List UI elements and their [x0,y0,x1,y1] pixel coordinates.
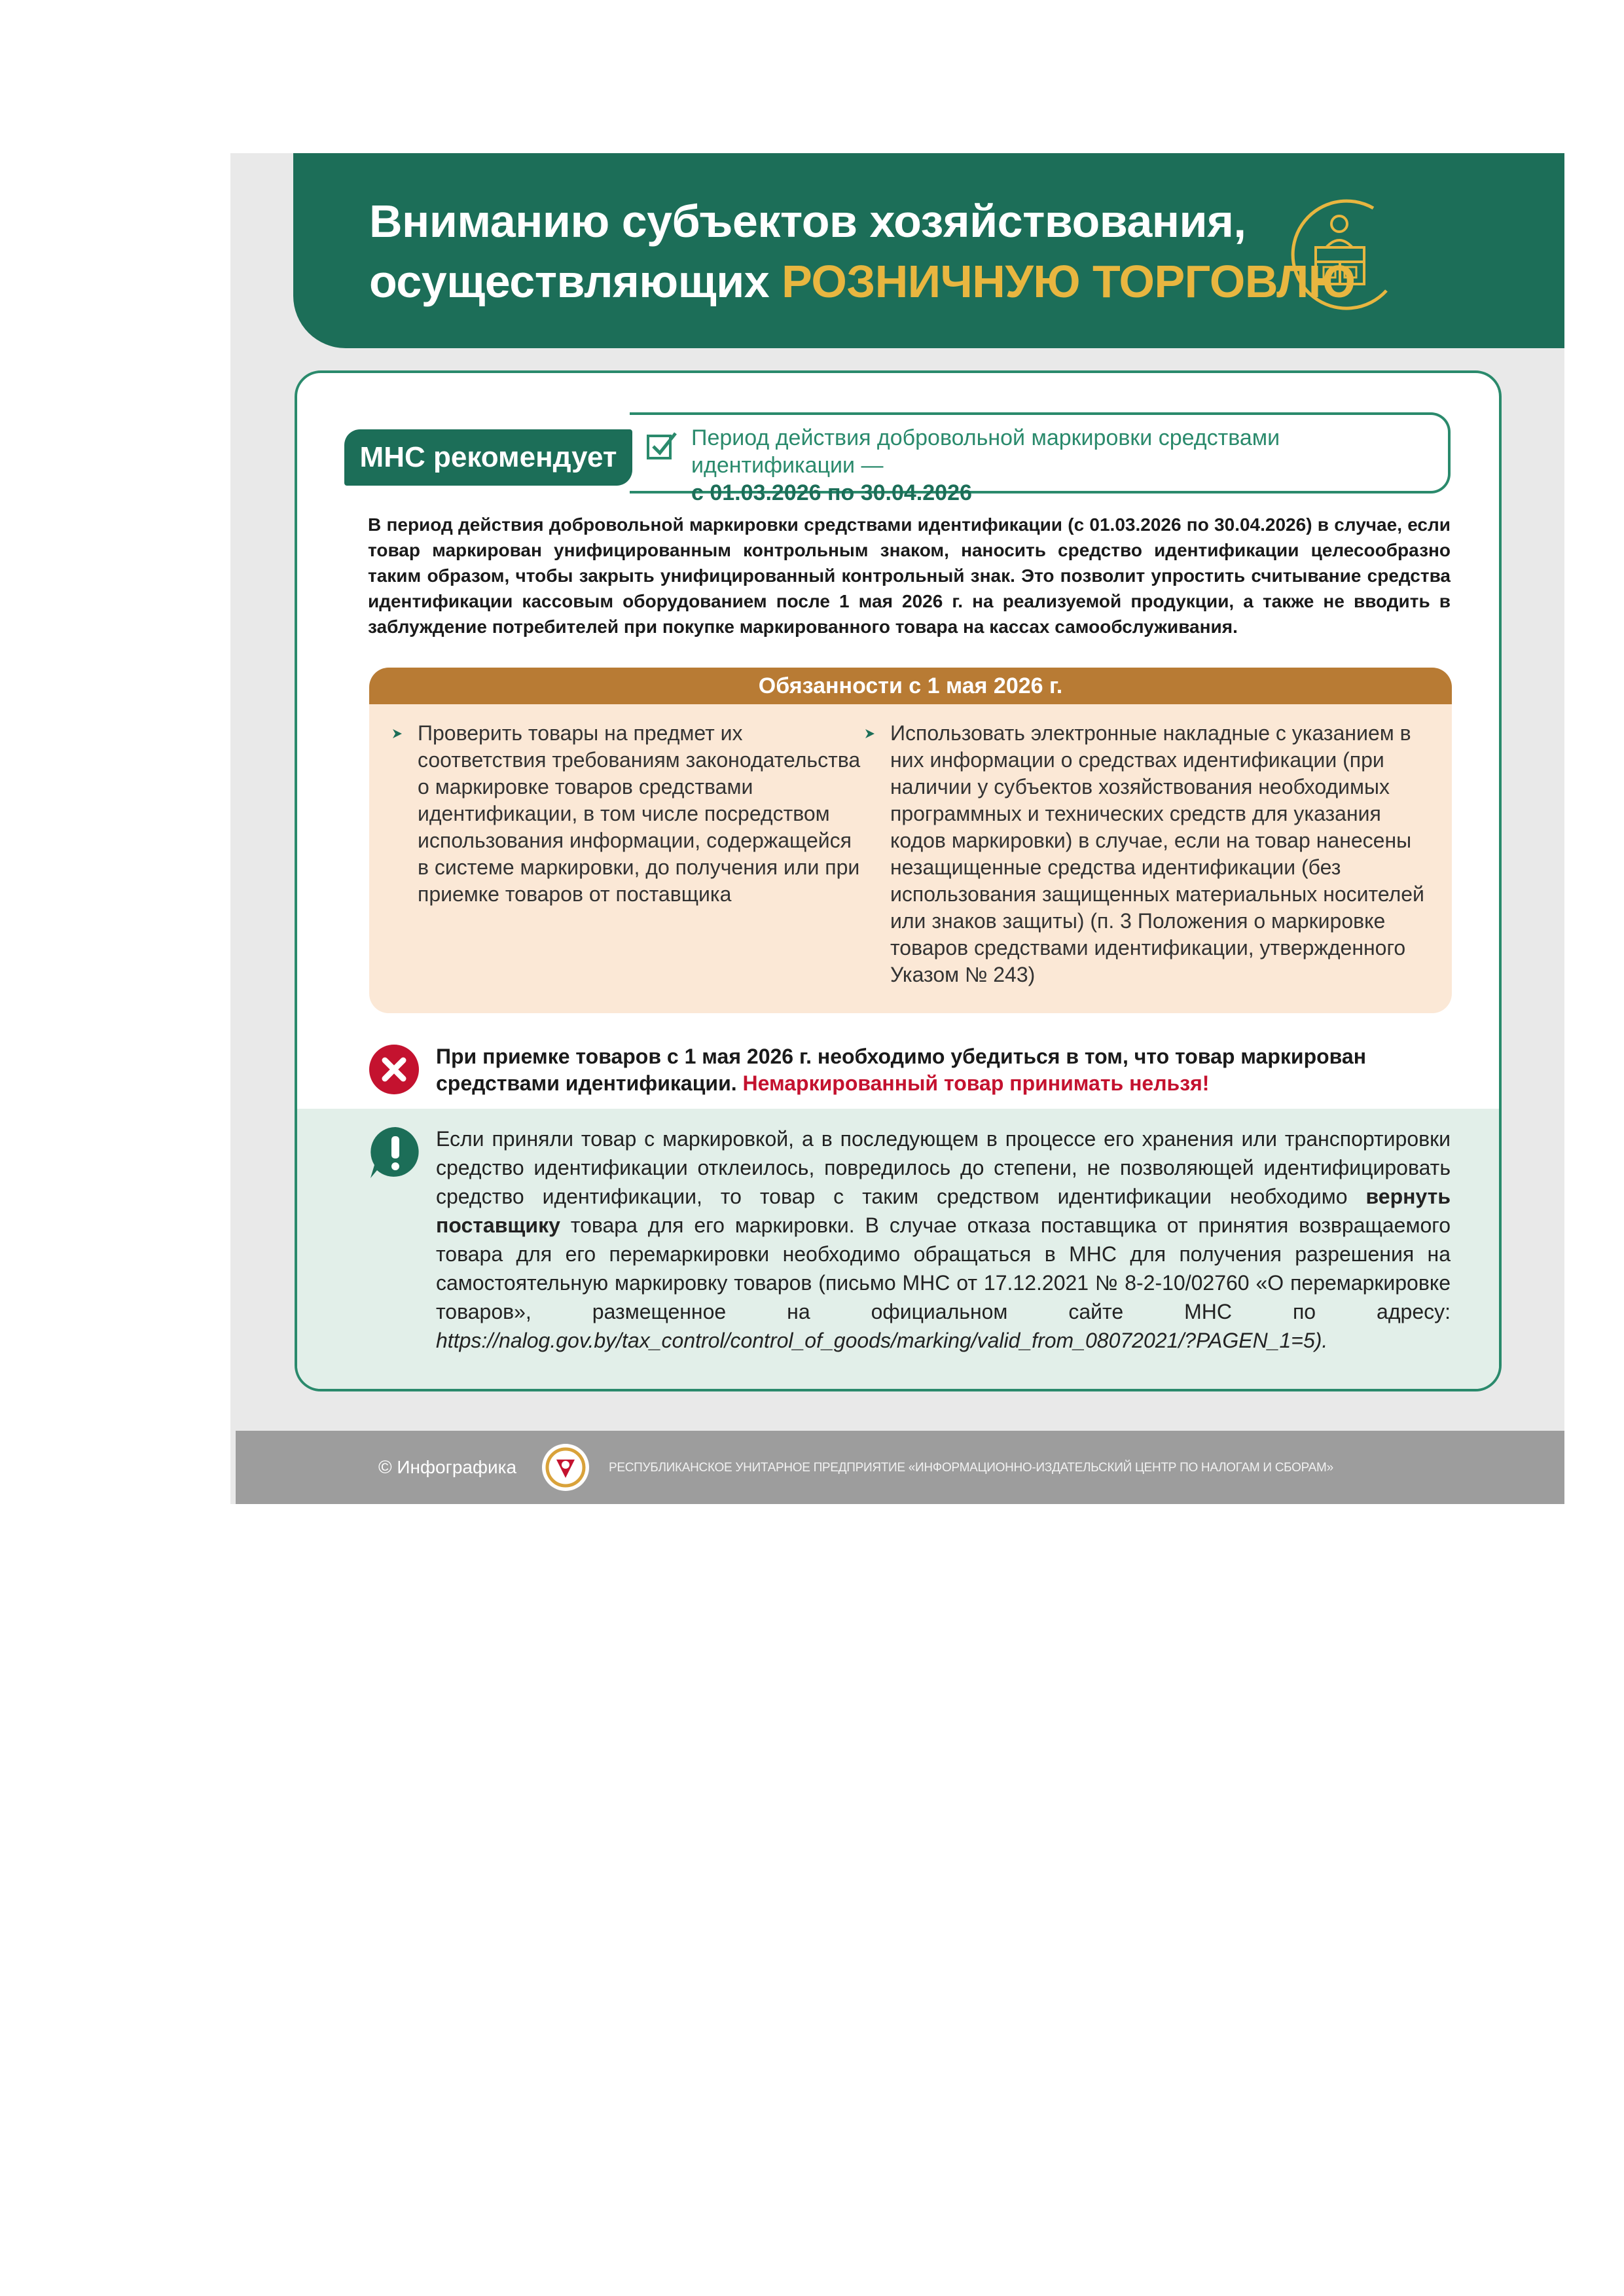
duty-item [391,720,863,908]
recommendation-period: Период действия добровольной маркировки средствами идентификации — [691,425,1280,478]
shop-seller-icon [1275,192,1413,317]
infographic [230,153,1564,1504]
note-part-1: Если приняли товар с маркировкой, а в последующем в процессе его хранения или транспортировки средство идентификации отклеилось, повредилось до степени, не позволяющей идентифицировать средство идентификации, то товар с таким средством идентификации необходимо [436,1127,1451,1208]
title-line-1: Вниманию субъектов хозяйствования, [369,196,1246,247]
title-accent: РОЗНИЧНУЮ ТОРГОВЛЮ [782,256,1356,307]
note-text [436,1124,1451,1355]
footer-publisher: РЕСПУБЛИКАНСКОЕ УНИТАРНОЕ ПРЕДПРИЯТИЕ «ИНФОРМАЦИОННО-ИЗДАТЕЛЬСКИЙ ЦЕНТР ПО НАЛОГАМ И СБОРАМ» [609,1461,1333,1475]
note-bold: вернуть поставщику [436,1185,1451,1237]
note-panel [297,1109,1502,1391]
intro-paragraph: В период действия добровольной маркировки средствами идентификации (с 01.03.2026 по 30.04.2026) в случае, если товар маркирован унифицированным контрольным знаком, наносить средство идентификации целесообразно таким образом, чтобы закрыть унифицированный контрольный знак. Это позволит упростить считывание средства идентификации кассовым оборудованием после 1 мая 2026 г. на реализуемой продукции, а также не вводить в заблуждение потребителей при покупке маркированного товара на кассах самообслуживания. [368,514,1451,637]
recommendation-badge: МНС рекомендует [344,429,632,486]
recommendation-dates: с 01.03.2026 по 30.04.2026 [691,480,972,505]
page-title [369,191,1355,312]
duty-text: Использовать электронные накладные с указанием в них информации о средствах идентификации (при наличии у субъектов хозяйствования необходимых программных и технических средств для указания кодов маркировки) в случае, если на товар нанесены незащищенные средства идентификации (без использования защищенных материальных носителей или знаков защиты) (п. 3 Положения о маркировке товаров средствами идентификации, утвержденного Указом № 243) [890,721,1424,986]
cross-circle-icon [368,1043,420,1096]
footer-copyright: © Инфографика [378,1457,517,1477]
warning-highlight: Немаркированный товар принимать нельзя! [742,1071,1210,1095]
note-part-2: товара для его маркировки. В случае отказа поставщика от принятия возвращаемого товара для его перемаркировки необходимо обращаться в МНС для получения разрешения на самостоятельную маркировку товаров (письмо МНС от 17.12.2021 № 8-2-10/02760 «О перемаркировке товаров», размещенное на официальном сайте МНС по адресу: [436,1213,1451,1323]
note-url[interactable]: https://nalog.gov.by/tax_control/control_of_goods/marking/valid_from_08072021/?PAGEN_1=5 [436,1329,1315,1352]
exclamation-icon [368,1124,423,1179]
checkbox-icon [645,429,678,462]
duty-item [864,720,1440,988]
duty-text: Проверить товары на предмет их соответствия требованиям законодательства о маркировке товаров средствами идентификации, в том числе посредством использования информации, содержащейся в системе маркировки, до получения или при приемке товаров от поставщика [418,721,861,906]
note-end: ). [1314,1329,1328,1352]
title-line-2-prefix: осуществляющих [369,256,782,307]
recommendation-text [691,424,1437,507]
warning-text [436,1043,1451,1097]
publisher-logo-icon [541,1443,590,1492]
content-card [295,370,1502,1391]
recommendation-box [630,412,1451,505]
header-banner [293,153,1564,348]
duties-panel [369,668,1452,1013]
warning-main: При приемке товаров с 1 мая 2026 г. необходимо убедиться в том, что товар маркирован средствами идентификации. [436,1045,1367,1095]
duties-heading: Обязанности с 1 мая 2026 г. [369,668,1452,704]
footer [236,1431,1564,1504]
arrow-bullet-icon [864,728,876,740]
warning-row [368,1034,1451,1100]
arrow-bullet-icon [391,728,403,740]
